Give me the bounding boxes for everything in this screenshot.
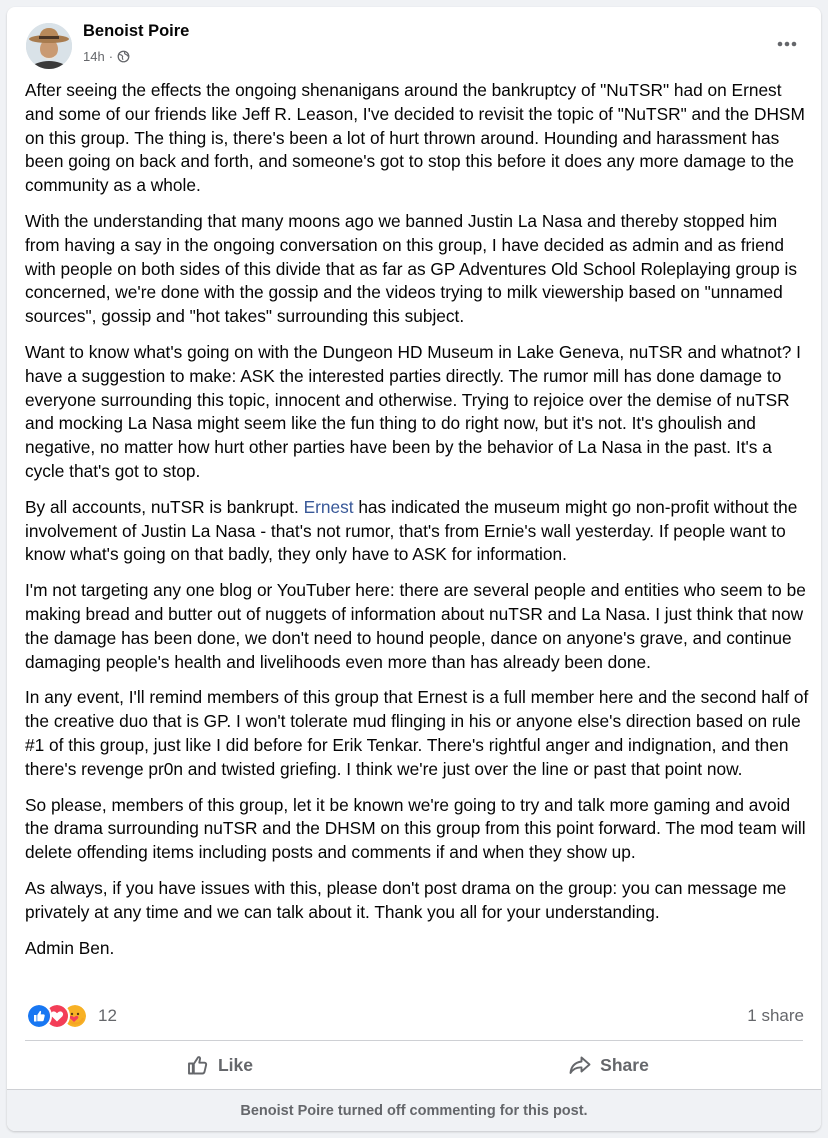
post-paragraph: I'm not targeting any one blog or YouTuber here: there are several people and entities who seem to be making bread and butter out of nuggets of information about nuTSR and La Nasa. I just think that now the damage has been done, we don't need to hound people, dance on anyone's grave, and continue damaging people's health and livelihoods even more than has already been done. (25, 580, 806, 672)
more-dots-icon (777, 41, 797, 47)
share-count[interactable]: 1 share (747, 1006, 804, 1025)
paragraph-text: has indicated the museum might go non-profit without the involvement of Justin La Nasa - that's not rumor, that's from Ernie's wall yesterday. If people want to know what's going on that badly, they only have to ASK for information. (25, 496, 798, 565)
like-button[interactable] (25, 1041, 414, 1089)
share-arrow-icon (568, 1053, 592, 1077)
post-paragraph: In any event, I'll remind members of this group that Ernest is a full member here and the second half of the creative duo that is GP. I won't tolerate mud flinging in his or anyone else's direction based on rule #1 of this group, just like I did before for Erik Tenkar. There's rightful anger and indignation, and then there's revenge pr0n and twisted griefing. I think we're just over the line or past that point now. (25, 687, 809, 779)
post-body (25, 79, 811, 972)
paragraph-text: By all accounts, nuTSR is bankrupt. (25, 496, 304, 517)
post-paragraph: So please, members of this group, let it be known we're going to try and talk more gaming and avoid the drama surrounding nuTSR and the DHSM on this group from this point forward. The mod team will delete offending items including posts and comments if and when they show up. (25, 794, 806, 863)
mention-link-ernest[interactable]: Ernest (303, 496, 354, 517)
reaction-icons[interactable] (26, 1003, 96, 1029)
more-options-button[interactable] (769, 29, 805, 59)
post-paragraph: After seeing the effects the ongoing shenanigans around the bankruptcy of "NuTSR" had on Ernest and some of our friends like Jeff R. Leason, I've decided to revisit the topic of "NuTSR" and the DHSM on this group. The thing is, there's been a lot of hurt thrown around. Hounding and harassment has been going on back and forth, and someone's got to stop this before it does any more damage to the community as a whole. (25, 80, 805, 196)
reaction-count[interactable]: 12 (98, 1006, 117, 1025)
commenting-disabled-notice: Benoist Poire turned off commenting for this post. (7, 1089, 821, 1131)
timestamp[interactable]: 14h (83, 48, 105, 64)
like-reaction-icon (26, 1003, 52, 1029)
thumbs-up-icon (186, 1053, 210, 1077)
post-header (7, 7, 821, 77)
globe-icon (117, 50, 130, 63)
share-button[interactable] (414, 1041, 803, 1089)
reactions-row (26, 1003, 806, 1029)
meta-separator: · (108, 48, 114, 64)
post-card (7, 7, 821, 1131)
post-paragraph (25, 496, 811, 567)
avatar-image (26, 23, 72, 69)
post-meta (83, 48, 130, 64)
post-signature: Admin Ben. (25, 937, 115, 958)
share-label: Share (600, 1054, 649, 1075)
avatar[interactable] (26, 23, 72, 69)
author-name[interactable]: Benoist Poire (83, 22, 190, 40)
like-label: Like (217, 1054, 254, 1075)
post-actions (25, 1041, 803, 1089)
post-paragraph: Want to know what's going on with the Dungeon HD Museum in Lake Geneva, nuTSR and whatnot? I have a suggestion to make: ASK the interested parties directly. The rumor mill has done damage to everyone surrounding this topic, innocent and otherwise. Trying to rejoice over the demise of nuTSR and mocking La Nasa might seem like the fun thing to do right now, but it's not. It's ghoulish and negative, no matter how hurt other parties have been by the behavior of La Nasa in the past. It's a cycle that's got to stop. (25, 341, 801, 481)
post-paragraph: With the understanding that many moons ago we banned Justin La Nasa and thereby stopped him from having a say in the ongoing conversation on this group, I have decided as admin and as friend with people on both sides of this divide that as far as GP Adventures Old School Roleplaying group is concerned, we're done with the gossip and the videos trying to milk viewership based on "unnamed sources", gossip and "hot takes" surrounding this subject. (25, 210, 798, 327)
post-paragraph: As always, if you have issues with this, please don't post drama on the group: you can message me privately at any time and we can talk about it. Thank you all for your understanding. (25, 877, 787, 922)
